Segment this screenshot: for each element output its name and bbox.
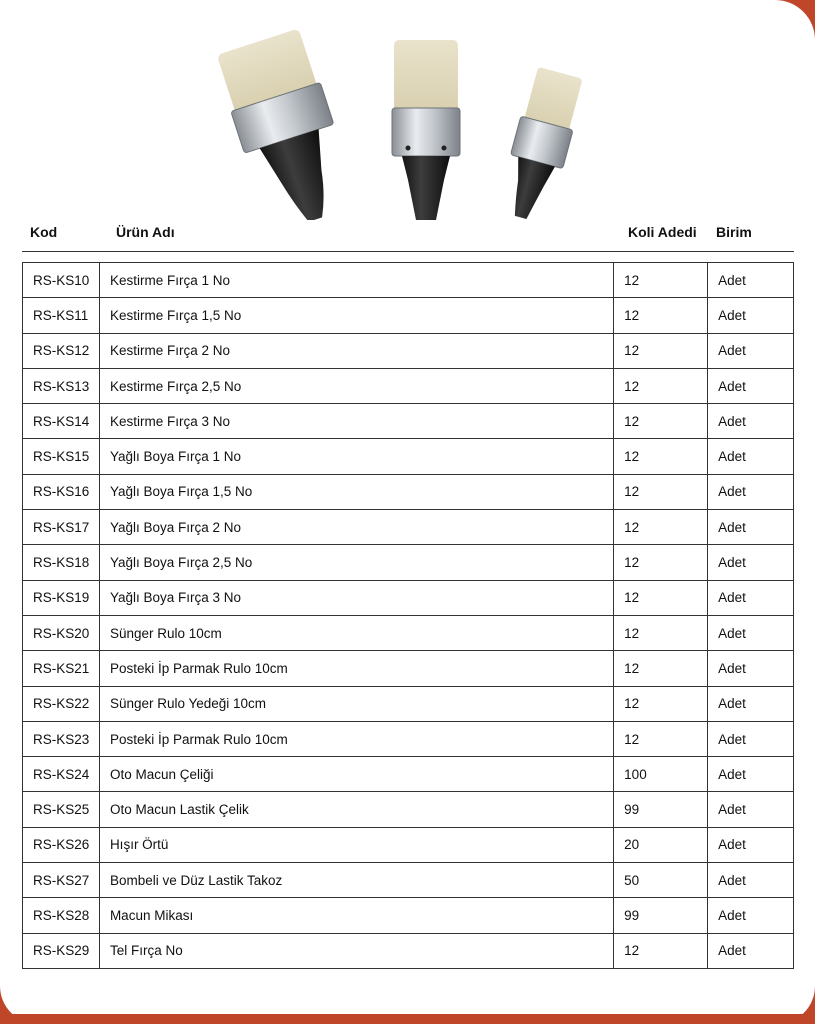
product-qty: 12 [614, 580, 708, 615]
product-name: Kestirme Fırça 1,5 No [99, 298, 613, 333]
product-name: Sünger Rulo Yedeği 10cm [99, 686, 613, 721]
product-name: Yağlı Boya Fırça 1 No [99, 439, 613, 474]
product-code: RS-KS24 [23, 757, 100, 792]
product-name: Oto Macun Lastik Çelik [99, 792, 613, 827]
product-code: RS-KS16 [23, 474, 100, 509]
header-divider [22, 251, 794, 252]
product-unit: Adet [708, 510, 794, 545]
product-code: RS-KS19 [23, 580, 100, 615]
table-row [23, 863, 794, 898]
table-row [23, 545, 794, 580]
product-unit: Adet [708, 933, 794, 968]
product-table [22, 262, 794, 969]
product-unit: Adet [708, 721, 794, 756]
product-code: RS-KS13 [23, 368, 100, 403]
product-name: Kestirme Fırça 2,5 No [99, 368, 613, 403]
product-qty: 12 [614, 474, 708, 509]
product-unit: Adet [708, 792, 794, 827]
product-code: RS-KS15 [23, 439, 100, 474]
table-row [23, 686, 794, 721]
table-row [23, 615, 794, 650]
table-row [23, 298, 794, 333]
product-qty: 12 [614, 263, 708, 298]
product-code: RS-KS25 [23, 792, 100, 827]
product-code: RS-KS29 [23, 933, 100, 968]
product-code: RS-KS11 [23, 298, 100, 333]
product-unit: Adet [708, 757, 794, 792]
product-unit: Adet [708, 368, 794, 403]
table-row [23, 439, 794, 474]
product-unit: Adet [708, 545, 794, 580]
product-unit: Adet [708, 863, 794, 898]
product-qty: 12 [614, 404, 708, 439]
table-row [23, 651, 794, 686]
table-row [23, 898, 794, 933]
table-row [23, 721, 794, 756]
product-code: RS-KS20 [23, 615, 100, 650]
header-name: Ürün Adı [116, 224, 175, 240]
product-code: RS-KS21 [23, 651, 100, 686]
paint-brushes-icon [212, 30, 612, 220]
table-row [23, 933, 794, 968]
product-qty: 20 [614, 827, 708, 862]
header-code: Kod [30, 224, 58, 240]
product-qty: 12 [614, 615, 708, 650]
table-row [23, 757, 794, 792]
product-name: Tel Fırça No [99, 933, 613, 968]
table-row [23, 792, 794, 827]
product-name: Posteki İp Parmak Rulo 10cm [99, 721, 613, 756]
table-header [30, 222, 792, 244]
table-row [23, 580, 794, 615]
product-name: Macun Mikası [99, 898, 613, 933]
product-qty: 12 [614, 368, 708, 403]
product-qty: 99 [614, 792, 708, 827]
product-name: Yağlı Boya Fırça 3 No [99, 580, 613, 615]
product-qty: 12 [614, 651, 708, 686]
product-qty: 12 [614, 439, 708, 474]
product-qty: 50 [614, 863, 708, 898]
product-unit: Adet [708, 298, 794, 333]
product-qty: 99 [614, 898, 708, 933]
product-unit: Adet [708, 898, 794, 933]
product-unit: Adet [708, 474, 794, 509]
table-row [23, 827, 794, 862]
product-unit: Adet [708, 263, 794, 298]
product-name: Kestirme Fırça 1 No [99, 263, 613, 298]
product-name: Yağlı Boya Fırça 1,5 No [99, 474, 613, 509]
table-row [23, 404, 794, 439]
product-qty: 12 [614, 510, 708, 545]
product-qty: 12 [614, 721, 708, 756]
product-code: RS-KS28 [23, 898, 100, 933]
product-name: Oto Macun Çeliği [99, 757, 613, 792]
product-unit: Adet [708, 686, 794, 721]
product-unit: Adet [708, 615, 794, 650]
table-row [23, 510, 794, 545]
product-qty: 12 [614, 298, 708, 333]
table-row [23, 263, 794, 298]
header-qty: Koli Adedi [628, 224, 697, 240]
product-name: Hışır Örtü [99, 827, 613, 862]
product-qty: 12 [614, 333, 708, 368]
product-code: RS-KS12 [23, 333, 100, 368]
product-unit: Adet [708, 439, 794, 474]
product-unit: Adet [708, 404, 794, 439]
product-name: Sünger Rulo 10cm [99, 615, 613, 650]
product-name: Kestirme Fırça 2 No [99, 333, 613, 368]
product-name: Posteki İp Parmak Rulo 10cm [99, 651, 613, 686]
product-name: Kestirme Fırça 3 No [99, 404, 613, 439]
product-code: RS-KS10 [23, 263, 100, 298]
product-unit: Adet [708, 580, 794, 615]
product-name: Yağlı Boya Fırça 2 No [99, 510, 613, 545]
header-unit: Birim [716, 224, 752, 240]
product-unit: Adet [708, 333, 794, 368]
product-qty: 12 [614, 545, 708, 580]
product-code: RS-KS26 [23, 827, 100, 862]
page-border-bottom [0, 1014, 815, 1024]
product-name: Yağlı Boya Fırça 2,5 No [99, 545, 613, 580]
product-qty: 12 [614, 933, 708, 968]
table-row [23, 333, 794, 368]
table-row [23, 474, 794, 509]
product-code: RS-KS23 [23, 721, 100, 756]
product-code: RS-KS14 [23, 404, 100, 439]
product-code: RS-KS18 [23, 545, 100, 580]
product-code: RS-KS17 [23, 510, 100, 545]
product-code: RS-KS22 [23, 686, 100, 721]
table-row [23, 368, 794, 403]
product-name: Bombeli ve Düz Lastik Takoz [99, 863, 613, 898]
product-code: RS-KS27 [23, 863, 100, 898]
product-qty: 12 [614, 686, 708, 721]
product-qty: 100 [614, 757, 708, 792]
product-unit: Adet [708, 651, 794, 686]
product-unit: Adet [708, 827, 794, 862]
